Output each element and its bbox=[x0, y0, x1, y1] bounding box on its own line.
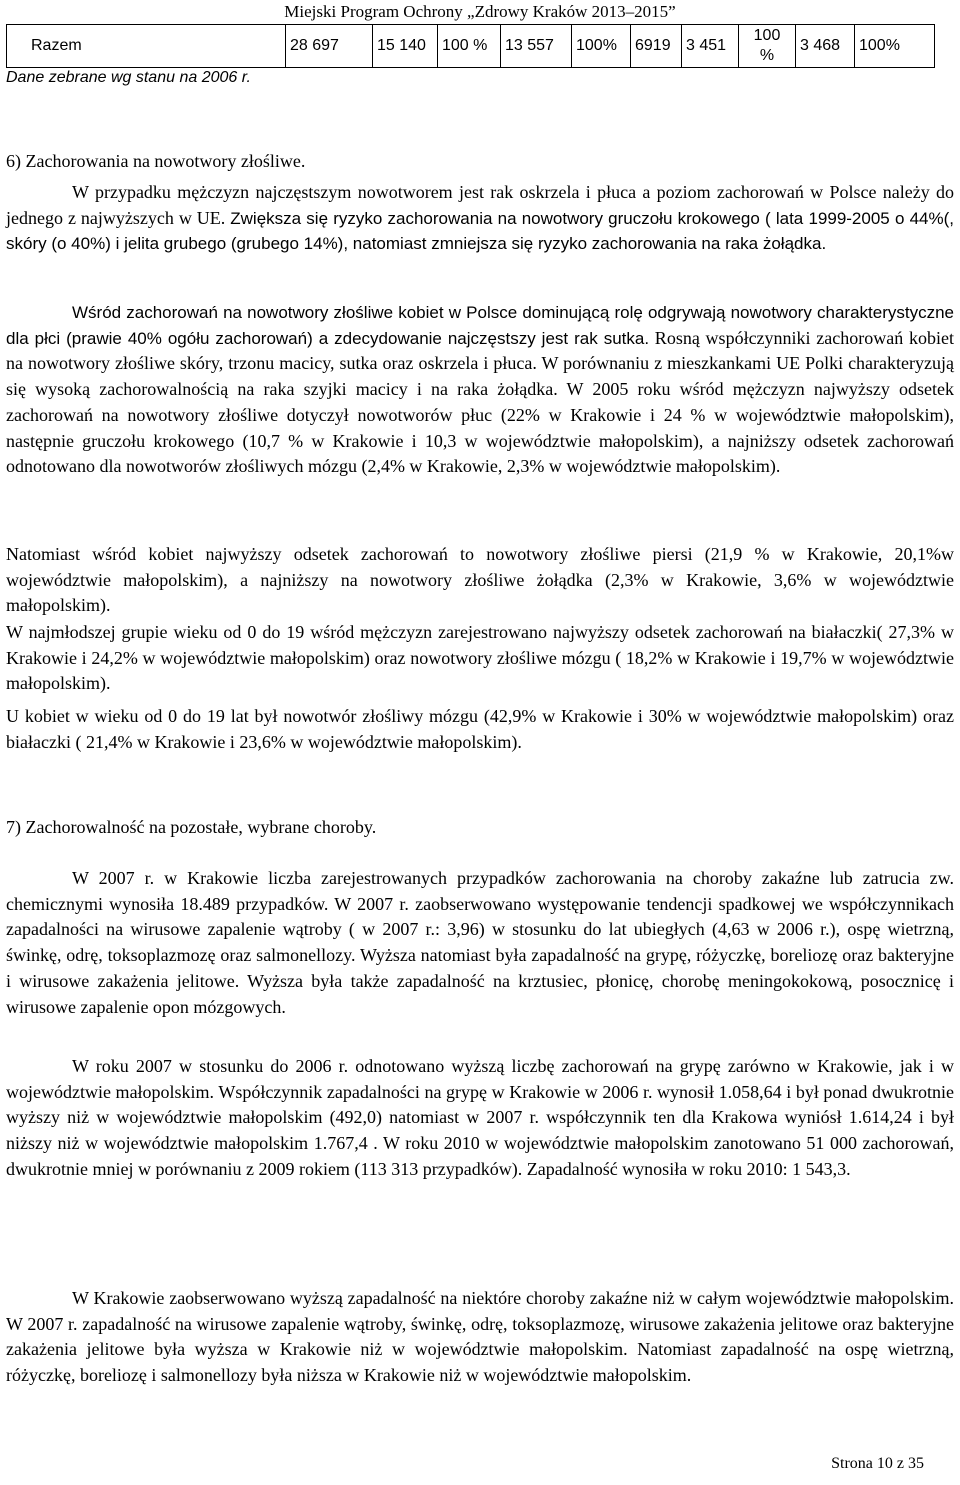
table-cell: 100% bbox=[572, 25, 631, 68]
summary-table bbox=[6, 24, 935, 68]
paragraph-text: Zwiększa się ryzyko zachorowania na nowotwory gruczołu krokowego ( lata 1999-2005 o 44%(, skóry (o 40%) i jelita grubego (grubego 14%), natomiast zmniejsza się ryzyko zachorowania na raka żołądka. bbox=[6, 208, 954, 254]
table-cell: 13 557 bbox=[501, 25, 572, 68]
section-6-paragraph-4: W najmłodszej grupie wieku od 0 do 19 wśród mężczyzn zarejestrowano najwyższy odsetek zachorowań na białaczki( 27,3% w Krakowie i 24,2% w województwie małopolskim) oraz nowotwory złośliwe mózgu ( 18,2% w Krakowie i 19,7% w województwie małopolskim). bbox=[6, 622, 954, 694]
table-cell: 100% bbox=[855, 25, 935, 68]
row-label: Razem bbox=[7, 25, 286, 68]
table-cell: 28 697 bbox=[286, 25, 373, 68]
table-cell: 3 468 bbox=[796, 25, 855, 68]
paragraph-text: Rosną współczynniki zachorowań kobiet na nowotwory złośliwe skóry, trzonu macicy, sutka oraz oskrzela i płuca. W porównaniu z mieszkankami UE Polki charakteryzują się wysoką zachorowalnością na raka szyjki macicy i na raka żołądka. W 2005 roku wśród mężczyzn najwyższy odsetek zachorowań na nowotwory złośliwe dotyczył nowotworów płuc (22% w Krakowie i 24 % w województwie małopolskim), następnie gruczołu krokowego (10,7 % w Krakowie i 10,3 w województwie małopolskim), a najniższy odsetek zachorowań odnotowano dla nowotworów złośliwych mózgu (2,4% w Krakowie, 2,3% w województwie małopolskim). bbox=[6, 327, 954, 477]
source-note: Dane zebrane wg stanu na 2006 r. bbox=[6, 69, 251, 86]
section-7-paragraph-3: W Krakowie zaobserwowano wyższą zapadalność na niektóre choroby zakaźne niż w całym województwie małopolskim. W 2007 r. zapadalność na wirusowe zapalenie wątroby, świnkę, odrę, toksoplazmozę, wirusowe zakażenia jelitowe oraz bakteryjne zakażenia jelitowe była wyższa w Krakowie niż w województwie małopolskim. Natomiast zapadalność na ospę wietrzną, różyczkę, boreliozę i salmonellozy była niższa w Krakowie niż w województwie małopolskim. bbox=[6, 1288, 954, 1386]
paragraph-text: W przypadku mężczyzn najczęstszym nowotworem jest rak oskrzela i płuca a poziom zachorowań w Polsce należy do jednego z najwyższych w UE. bbox=[6, 182, 954, 228]
table-cell: 15 140 bbox=[373, 25, 438, 68]
table-cell: 100 % bbox=[438, 25, 501, 68]
section-6-paragraph-5: U kobiet w wieku od 0 do 19 lat był nowotwór złośliwy mózgu (42,9% w Krakowie i 30% w województwie małopolskim) oraz białaczki ( 21,4% w Krakowie i 23,6% w województwie małopolskim). bbox=[6, 706, 954, 752]
page-header: Miejski Program Ochrony „Zdrowy Kraków 2013–2015” bbox=[284, 2, 676, 21]
section-6-heading: 6) Zachorowania na nowotwory złośliwe. bbox=[6, 151, 306, 171]
section-7-heading: 7) Zachorowalność na pozostałe, wybrane choroby. bbox=[6, 817, 377, 837]
section-6-paragraph-3: Natomiast wśród kobiet najwyższy odsetek zachorowań to nowotwory złośliwe piersi (21,9 % w Krakowie, 20,1%w województwie małopolskim), a najniższy na nowotwory złośliwe żołądka (2,3% w Krakowie, 3,6% w województwie małopolskim). bbox=[6, 544, 954, 616]
table-cell: 6919 bbox=[631, 25, 682, 68]
stack-bottom: % bbox=[759, 47, 775, 64]
section-6-paragraph-2 bbox=[6, 300, 954, 480]
section-7-paragraph-1: W 2007 r. w Krakowie liczba zarejestrowanych przypadków zachorowania na choroby zakaźne lub zatrucia zw. chemicznymi wynosiła 18.489 przypadków. W 2007 r. zaobserwowano występowanie tendencji spadkowej we współczynnikach zapadalności na wirusowe zapalenie wątroby ( w 2007 r.: 3,96) w stosunku do lat ubiegłych (4,63 w 2006 r.), ospę wietrzną, świnkę, odrę, toksoplazmozę oraz salmonellozy. Wyższa natomiast była zapadalność na grypę, różyczkę, boreliozę oraz bakteryjne i wirusowe zakażenia jelitowe. Wyższa była także zapadalność na krztusiec, płonicę, chorobę meningokokową, posocznicę i wirusowe zapalenie opon mózgowych. bbox=[6, 868, 954, 1017]
table-cell: 3 451 bbox=[682, 25, 739, 68]
section-7-paragraph-2: W roku 2007 w stosunku do 2006 r. odnotowano wyższą liczbę zachorowań na grypę zarówno w Krakowie, jak i w województwie małopolskim. Współczynnik zapadalności na grypę w Krakowie w 2006 r. wynosił 1.058,64 i był ponad dwukrotnie wyższy niż w województwie małopolskim (492,0) natomiast w 2007 r. współczynnik ten dla Krakowa wyniósł 1.614,24 i był niższy niż w województwie małopolskim 1.767,4 . W roku 2010 w województwie małopolskim zanotowano 51 000 zachorowań, dwukrotnie mniej w porównaniu z 2009 rokiem (113 313 przypadków). Zapadalność wynosiła w roku 2010: 1 543,3. bbox=[6, 1056, 954, 1179]
stack-top: 100 bbox=[753, 27, 781, 44]
table-cell-stacked bbox=[739, 25, 796, 68]
section-6-paragraph-1 bbox=[6, 180, 954, 257]
page-number: Strona 10 z 35 bbox=[831, 1455, 924, 1472]
paragraph-text: Wśród zachorowań na nowotwory złośliwe kobiet w Polsce dominującą rolę odgrywają nowotwory charakterystyczne dla płci (prawie 40% ogółu zachorowań) a zdecydowanie najczęstszy jest rak sutka. bbox=[6, 303, 954, 348]
table-row bbox=[7, 25, 935, 68]
